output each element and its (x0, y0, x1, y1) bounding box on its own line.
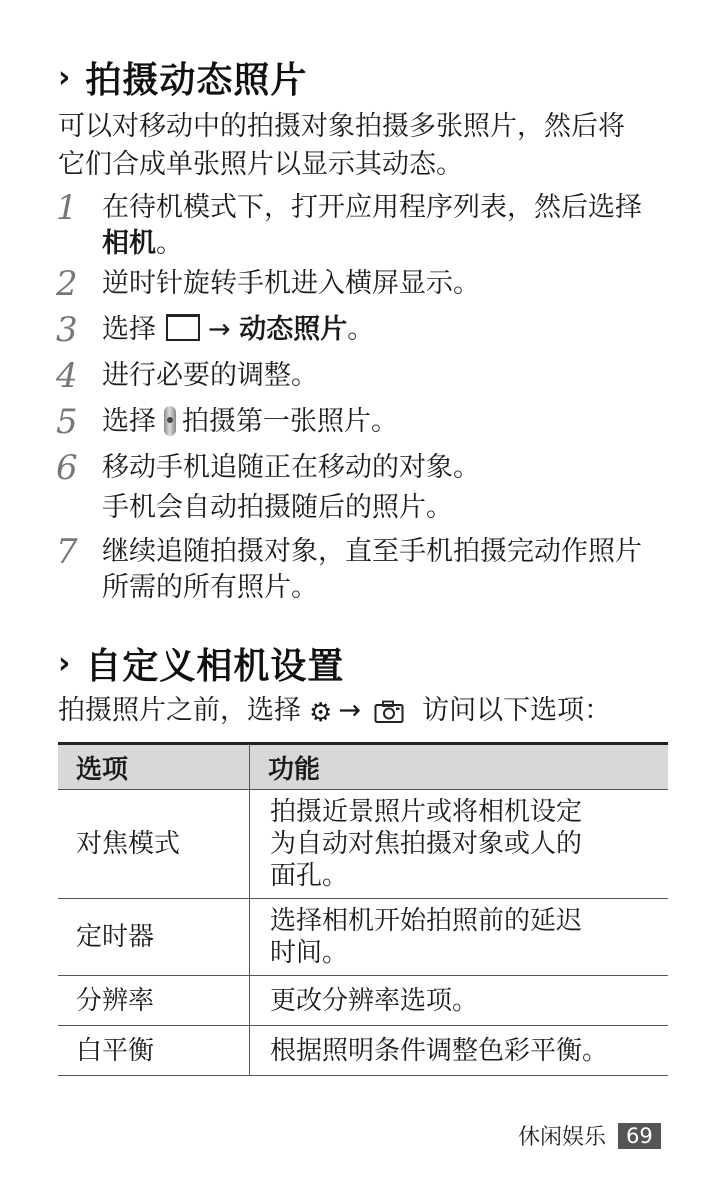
option-function (250, 976, 669, 1026)
step-bold-text: 动态照片 (239, 314, 348, 345)
function-line: 拍摄近景照片或将相机设定 (270, 797, 583, 827)
step-number: 3 (56, 310, 78, 350)
section-title: 自定义相机设置 (85, 646, 345, 687)
step-text: 拍摄第一张照片。 (182, 406, 398, 437)
option-function (250, 1026, 669, 1076)
chevron-right-icon: › (58, 646, 72, 681)
options-table (58, 742, 668, 1076)
option-function (250, 790, 669, 899)
table-row (58, 1026, 668, 1076)
column-header-option: 选项 (58, 744, 250, 790)
step-item (56, 266, 676, 302)
step-text: 选择 (102, 406, 156, 437)
camera-icon (374, 700, 404, 724)
step-item (56, 190, 676, 262)
step-number: 2 (56, 264, 78, 304)
table-row (58, 899, 668, 976)
step-text: 在待机模式下，打开应用程序列表，然后选择 (102, 192, 642, 223)
step-text: 选择 (102, 314, 156, 345)
step-number: 4 (56, 356, 78, 396)
step-item (56, 312, 676, 348)
column-header-function: 功能 (250, 744, 669, 790)
section-title: 拍摄动态照片 (85, 60, 308, 101)
intro-line: 它们合成单张照片以显示其动态。 (58, 149, 463, 180)
step-number: 7 (56, 532, 78, 572)
section-heading-motion-shot (58, 52, 307, 103)
step-note: 手机会自动拍摄随后的照片。 (102, 492, 453, 523)
page-number: 69 (618, 1123, 661, 1149)
option-name: 定时器 (58, 899, 250, 976)
arrow-text: → (338, 695, 361, 726)
function-line: 面孔。 (270, 861, 349, 891)
step-item (56, 534, 676, 606)
chevron-right-icon: › (58, 60, 72, 95)
step-item (56, 358, 676, 394)
intro-text: 访问以下选项： (422, 695, 612, 726)
step-text-tail: 。 (347, 314, 375, 345)
section-intro (58, 692, 678, 732)
step-number: 6 (56, 448, 78, 488)
step-bold-text: 相机 (102, 228, 156, 259)
option-function (250, 899, 669, 976)
function-line: 根据照明条件调整色彩平衡。 (270, 1035, 609, 1066)
page-footer (518, 1120, 661, 1151)
arrow-text: → (208, 314, 231, 345)
step-text: 移动手机追随正在移动的对象。 (102, 452, 480, 483)
step-text: 所需的所有照片。 (102, 572, 318, 603)
function-line: 选择相机开始拍照前的延迟 (270, 906, 583, 936)
table-row (58, 976, 668, 1026)
step-text-tail: 。 (156, 228, 183, 259)
table-row (58, 790, 668, 899)
table-header-row (58, 744, 668, 790)
footer-section-label: 休闲娱乐 (518, 1125, 607, 1150)
option-name: 分辨率 (58, 976, 250, 1026)
intro-text: 拍摄照片之前，选择 (58, 695, 301, 726)
screen-mode-icon (166, 314, 200, 341)
step-number: 5 (56, 402, 78, 442)
step-item (56, 450, 676, 526)
function-line: 时间。 (270, 938, 349, 968)
function-line: 更改分辨率选项。 (270, 985, 479, 1016)
step-text: 继续追随拍摄对象，直至手机拍摄完动作照片 (102, 536, 642, 567)
function-line: 为自动对焦拍摄对象或人的 (270, 829, 583, 859)
step-text: 逆时针旋转手机进入横屏显示。 (102, 268, 480, 299)
option-name: 白平衡 (58, 1026, 250, 1076)
step-item (56, 404, 676, 440)
step-text: 进行必要的调整。 (102, 360, 318, 391)
shutter-button-icon (164, 406, 176, 436)
step-number: 1 (56, 188, 78, 228)
option-name: 对焦模式 (58, 790, 250, 899)
gear-icon: ⚙ (309, 698, 333, 728)
section-heading-camera-settings (58, 638, 344, 689)
section-intro (58, 108, 678, 184)
intro-line: 可以对移动中的拍摄对象拍摄多张照片，然后将 (58, 111, 625, 142)
